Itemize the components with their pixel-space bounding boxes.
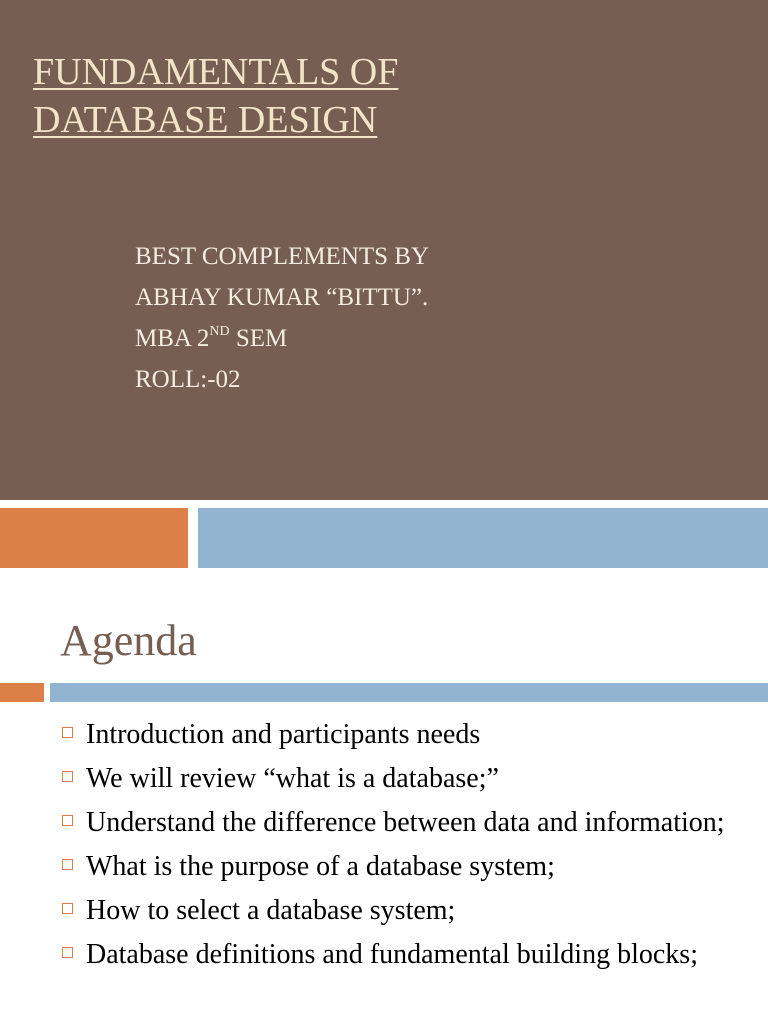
subtitle-line-1: BEST COMPLEMENTS BY	[135, 243, 430, 270]
agenda-accent-blue	[50, 683, 768, 702]
subtitle-line-2: ABHAY KUMAR “BITTU”.	[135, 284, 429, 311]
subtitle-line-3	[135, 318, 429, 359]
agenda-item	[60, 848, 760, 885]
agenda-item-text: Database definitions and fundamental building blocks;	[86, 939, 698, 970]
agenda-item-text: What is the purpose of a database system;	[86, 851, 555, 882]
semester-superscript: ND	[209, 324, 230, 339]
agenda-item	[60, 804, 760, 841]
square-bullet-icon	[62, 859, 73, 870]
semester-prefix: MBA 2	[135, 325, 210, 352]
agenda-item	[60, 892, 760, 929]
accent-bar-orange	[0, 508, 188, 568]
agenda-item	[60, 936, 760, 973]
title-line-2: DATABASE DESIGN	[33, 99, 378, 141]
agenda-item-text: We will review “what is a database;”	[86, 763, 499, 794]
accent-bar-blue	[198, 508, 768, 568]
agenda-item-text: Introduction and participants needs	[86, 719, 481, 750]
square-bullet-icon	[62, 727, 73, 738]
agenda-list	[60, 716, 760, 980]
square-bullet-icon	[62, 903, 73, 914]
slide-title	[33, 48, 398, 144]
agenda-item-text: How to select a database system;	[86, 895, 456, 926]
semester-suffix: SEM	[229, 325, 288, 352]
square-bullet-icon	[62, 815, 73, 826]
title-slide	[0, 0, 768, 500]
title-line-1: FUNDAMENTALS OF	[33, 51, 399, 93]
subtitle-line-4: ROLL:-02	[135, 366, 241, 393]
agenda-item	[60, 716, 760, 753]
square-bullet-icon	[62, 771, 73, 782]
agenda-item	[60, 760, 760, 797]
agenda-accent-orange	[0, 683, 44, 702]
square-bullet-icon	[62, 947, 73, 958]
agenda-title: Agenda	[60, 616, 197, 665]
agenda-item-text: Understand the difference between data and information;	[86, 807, 725, 838]
subtitle-block	[135, 236, 429, 400]
